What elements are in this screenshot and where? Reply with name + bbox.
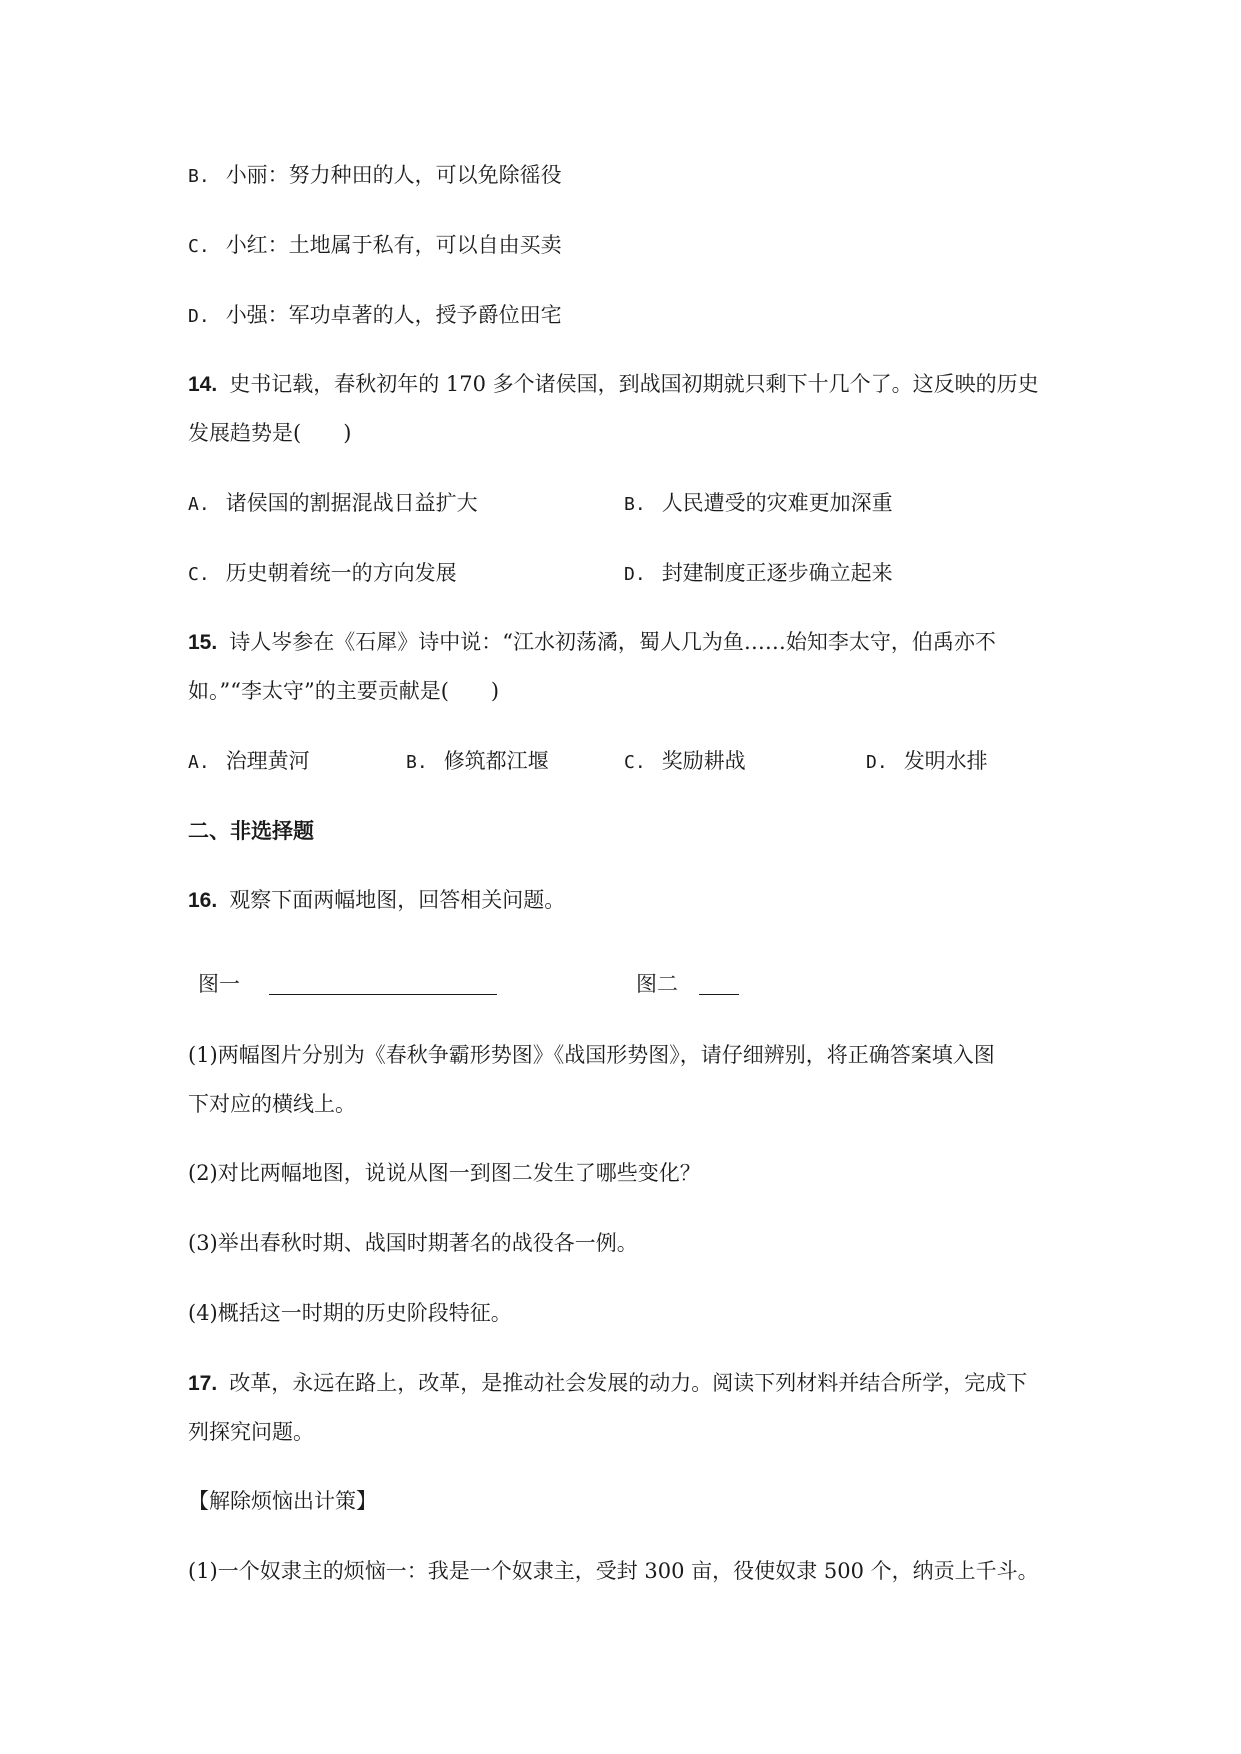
q13-option-d — [188, 300, 562, 332]
option-text: 发明水排 — [903, 749, 988, 773]
figure2-label: 图二 — [636, 972, 678, 996]
q13-option-c — [188, 230, 562, 262]
option-label: B. — [188, 166, 210, 187]
q16-sub3: (3)举出春秋时期、战国时期著名的战役各一例。 — [188, 1231, 638, 1255]
question-text: 史书记载，春秋初年的 170 多个诸侯国，到战国初期就只剩下十几个了。这反映的历史 — [229, 372, 1039, 396]
option-label: D. — [188, 306, 210, 327]
option-text: 人民遭受的灾难更加深重 — [661, 491, 893, 515]
option-text: 小红：土地属于私有，可以自由买卖 — [225, 233, 562, 257]
q16-stem — [188, 885, 565, 916]
question-number: 15. — [188, 631, 218, 654]
option-text: 诸侯国的割据混战日益扩大 — [225, 491, 478, 515]
option-text: 奖励耕战 — [661, 749, 746, 773]
q14-option-c — [188, 558, 457, 590]
question-number: 14. — [188, 373, 218, 396]
q17-stem-line1 — [188, 1368, 1027, 1399]
question-text: 观察下面两幅地图，回答相关问题。 — [229, 888, 566, 912]
figure1-answer-blank — [269, 972, 497, 995]
option-text: 小强：军功卓著的人，授予爵位田宅 — [225, 303, 562, 327]
figure1-label: 图一 — [198, 972, 240, 996]
q15-option-c — [624, 746, 746, 778]
q16-sub1-line1: (1)两幅图片分别为《春秋争霸形势图》《战国形势图》，请仔细辨别，将正确答案填入图 — [188, 1043, 995, 1067]
question-number: 16. — [188, 889, 218, 912]
q15-stem-line1 — [188, 627, 996, 658]
q17-heading: 【解除烦恼出计策】 — [188, 1489, 377, 1513]
section-heading: 二、非选择题 — [188, 819, 314, 843]
option-label: B. — [406, 752, 428, 773]
q15-option-b — [406, 746, 549, 778]
q14-stem-line2: 发展趋势是( ) — [188, 421, 352, 445]
figure1-caption — [198, 969, 497, 999]
q15-option-d — [866, 746, 988, 778]
option-text: 治理黄河 — [225, 749, 310, 773]
option-label: D. — [866, 752, 888, 773]
option-text: 历史朝着统一的方向发展 — [225, 561, 457, 585]
figure2-answer-blank — [699, 972, 739, 995]
q16-sub1-line2: 下对应的横线上。 — [188, 1092, 356, 1116]
q14-option-a — [188, 488, 478, 520]
option-label: B. — [624, 494, 646, 515]
question-number: 17. — [188, 1372, 218, 1395]
q15-stem-line2: 如。”“李太守”的主要贡献是( ) — [188, 679, 500, 703]
option-label: A. — [188, 752, 210, 773]
option-label: C. — [188, 236, 210, 257]
q14-option-d — [624, 558, 893, 590]
q13-option-b — [188, 160, 562, 192]
figure2-caption — [636, 969, 739, 999]
question-text: 改革，永远在路上，改革，是推动社会发展的动力。阅读下列材料并结合所学，完成下 — [229, 1371, 1028, 1395]
q17-sub1: (1)一个奴隶主的烦恼一：我是一个奴隶主，受封 300 亩，役使奴隶 500 个，纳贡上千斗。 — [188, 1559, 1039, 1583]
q14-stem-line1 — [188, 369, 1039, 400]
option-text: 修筑都江堰 — [443, 749, 549, 773]
option-label: D. — [624, 564, 646, 585]
option-label: C. — [624, 752, 646, 773]
q14-option-b — [624, 488, 893, 520]
q17-stem-line2: 列探究问题。 — [188, 1420, 314, 1444]
q16-sub2: (2)对比两幅地图，说说从图一到图二发生了哪些变化？ — [188, 1161, 701, 1185]
option-text: 封建制度正逐步确立起来 — [661, 561, 893, 585]
q16-sub4: (4)概括这一时期的历史阶段特征。 — [188, 1301, 512, 1325]
option-label: A. — [188, 494, 210, 515]
q15-option-a — [188, 746, 310, 778]
question-text: 诗人岑参在《石犀》诗中说：“江水初荡潏，蜀人几为鱼……始知李太守，伯禹亦不 — [229, 630, 996, 654]
option-text: 小丽：努力种田的人，可以免除徭役 — [225, 163, 562, 187]
option-label: C. — [188, 564, 210, 585]
